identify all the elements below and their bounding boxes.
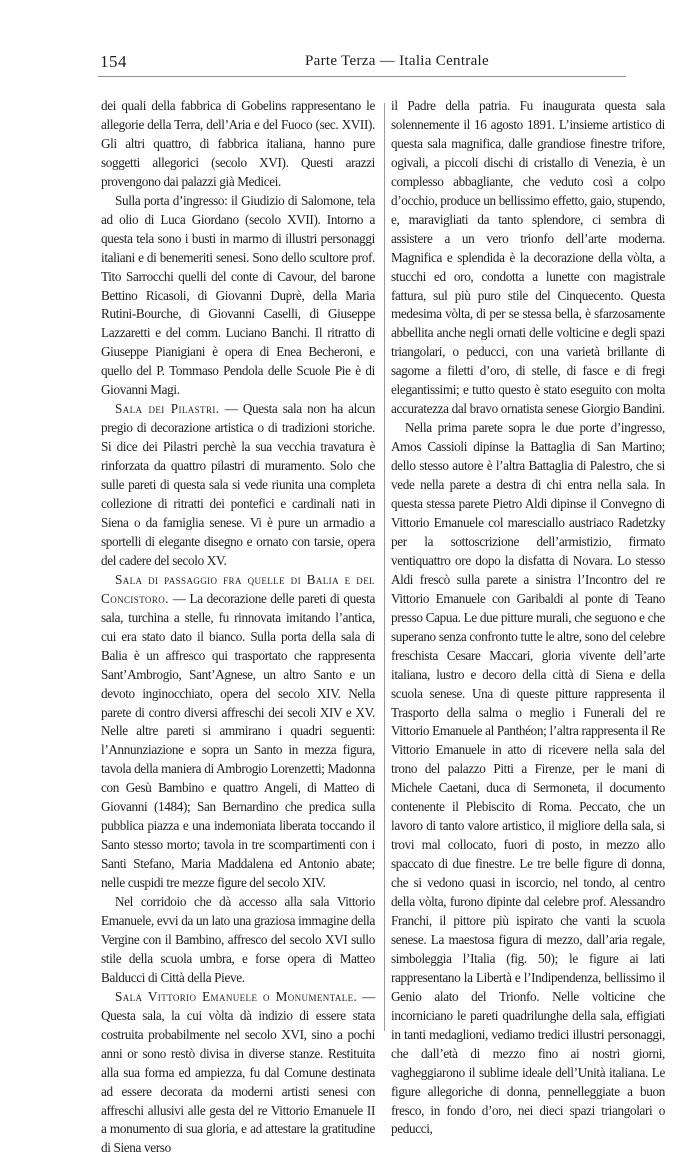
paragraph bbox=[101, 400, 375, 571]
paragraph-body: il Padre della patria. Fu inaugurata questa sala solennemente il 16 agosto 1891. L’insieme artistico di questa sala magnifica, dalle grandiose finestre trifore, ogivali, a piccoli dischi di cristallo di Venezia, è un complesso abbagliante, che veduto così a colpo d’occhio, produce un bellissimo effetto, gaio, stupendo, e, maravigliati da tanto splendore, ci sembra di assistere a un vero trionfo dell’arte moderna. Magnifica e splendida è la decorazione della vòlta, a stucchi ed oro, condotta a lunette con magistrale fattura, sul più puro stile del Cinquecento. Questa medesima vòlta, di per se stessa bella, è sfarzosamente abbellita anche negli ornati delle volticine e degli spazi triangolari, o peducci, con una varietà brillante di sagome a filetti d’oro, di stelle, di fasce e di fregi elegantissimi; e tutto questo è stato eseguito con molta accuratezza dal bravo ornatista senese Giorgio Bandini. bbox=[391, 98, 665, 417]
section-heading: Sala Vittorio Emanuele o Monumentale. bbox=[115, 988, 358, 1004]
section-heading: Sala di passaggio fra quelle di Balia e del Concistoro. bbox=[101, 571, 375, 606]
paragraph bbox=[101, 97, 375, 192]
right-text-column bbox=[391, 97, 665, 1137]
paragraph-body: Sulla porta d’ingresso: il Giudizio di Salomone, tela ad olio di Luca Giordano (secolo XVII). Intorno a questa tela sono i busti in marmo di illustri personaggi italiani e di benemeriti senesi. Sono dello scultore prof. Tito Sarrocchi quelli del conte di Cavour, del barone Bettino Ricasoli, di Giovanni Duprè, della Maria Rutini-Bourche, di Giovanni Caselli, di Giuseppe Lazzaretti e del comm. Luciano Banchi. Il ritratto di Giuseppe Pianigiani è opera di Enea Becheroni, e quello del P. Tommaso Pendola delle Scuole Pie è di Giovanni Magi. bbox=[101, 192, 375, 398]
paragraph-body: — Questa sala non ha alcun pregio di decorazione artistica o di tradizioni storiche. Si dice dei Pilastri perchè la sua vecchia travatura è rinforzata da quattro pilastri di muramento. Solo che sulle pareti di questa sala si vede riunita una completa collezione di ritratti dei pontefici e cardinali nati in Siena o da famiglia senese. Vi è pure un armadio a sportelli di elegante disegno e ornato con tarsie, opera del cadere del secolo XV. bbox=[101, 401, 375, 568]
page-header bbox=[98, 48, 626, 77]
paragraph bbox=[101, 988, 375, 1158]
paragraph-body: — Questa sala, la cui vòlta dà indizio di essere stata costruita probabilmente nel secolo XVI, sino a pochi anni or sono restò divisa in diverse stanze. Restituita alla sua forma ed ampiezza, fu dal Comune destinata ad essere decorata da moderni artisti senesi con affreschi allusivi alle gesta del re Vittorio Emanuele II a monumento di sua gloria, e ad attestare la gratitudine di Siena verso bbox=[101, 988, 375, 1156]
paragraph-body: Nella prima parete sopra le due porte d’ingresso, Amos Cassioli dipinse la Battaglia di San Martino; dello stesso autore è l’altra Battaglia di Palestro, che si vede nella parete a destra di chi entra nella sala. In questa stessa parete Pietro Aldi dipinse il Convegno di Vittorio Emanuele col maresciallo austriaco Radetzky per la sottoscrizione dell’armistizio, firmato ventiquattro ore dopo la disfatta di Novara. Lo stesso Aldi frescò sulla parete a sinistra l’Incontro del re Vittorio Emanuele con Garibaldi al ponte di Teano presso Capua. Le due pitture murali, che seguono e che superano senza confronto tutte le altre, sono del celebre freschista Cesare Maccari, gloria vivente dell’arte italiana, lustro e decoro della città di Siena e della scuola senese. Una di queste pitture rappresenta il Trasporto della salma o meglio i Funerali del re Vittorio Emanuele al Panthéon; l’altra rappresenta il Re Vittorio Emanuele in atto di ricevere nella sala del trono del palazzo Pitti a Firenze, per le mani di Michele Caetani, duca di Sermoneta, il documento contenente il Plebiscito di Roma. Peccato, che un lavoro di tanto valore artistico, il migliore della sala, si trovi mal collocato, fuori di posto, in mezzo allo spaccato di due finestre. Le tre belle figure di donna, che si vedono quasi in iscorcio, nel tondo, al centro della vòlta, furono dipinte dal celebre prof. Alessandro Franchi, il pittore più ispirato che vanti la scuola senese. La maestosa figura di mezzo, dall’aria regale, simboleggia l’Italia (fig. 50); le figure ai lati rappresentano la Libertà e l’Indipendenza, bellissimo il Genio alato del Trionfo. Nelle volticine che incorniciano le pareti quadrilunghe della sala, effigiati in tanti medaglioni, vediamo tredici illustri personaggi, che dall’età di mezzo fino ai nostri giorni, vagheggiarono il sublime ideale dell’Unità italiana. Le figure allegoriche di donna, pennelleggiate a buon fresco, in fondo d’oro, nei dieci spazi triangolari o peducci, bbox=[391, 420, 665, 1137]
paragraph bbox=[391, 97, 665, 419]
paragraph bbox=[391, 419, 665, 1139]
paragraph-body: — La decorazione delle pareti di questa sala, turchina a stelle, fu rinnovata imitando l’antica, cui era stato dato il bianco. Sulla porta della sala di Balia è un affresco qui trasportato che rappresenta Sant’Ambrogio, Sant’Agnese, un altro Santo e un devoto inginocchiato, opera del secolo XIV. Nella parete di contro diversi affreschi dei secoli XIV e XV. Nelle altre pareti si ammirano i quadri seguenti: l’Annunziazione e sopra un Santo in mezza figura, tavola della maniera di Ambrogio Lorenzetti; Madonna con Gesù Bambino e quattro Angeli, di Matteo di Giovanni (1484); San Bernardino che predica sulla pubblica piazza e una indemoniata liberata toccando il Santo stesso morto; tavola in tre scompartimenti con i Santi Stefano, Maria Maddalena ed Antonio abate; nelle cuspidi tre mezze figure del secolo XIV. bbox=[101, 590, 375, 891]
left-text-column bbox=[101, 97, 375, 1156]
paragraph bbox=[101, 571, 375, 893]
paragraph bbox=[101, 893, 375, 988]
section-heading: Sala dei Pilastri. bbox=[115, 401, 220, 417]
paragraph bbox=[101, 192, 375, 400]
running-title: Parte Terza — Italia Centrale bbox=[305, 53, 489, 69]
paragraph-body: Nel corridoio che dà accesso alla sala Vittorio Emanuele, evvi da un lato una graziosa immagine della Vergine con il Bambino, affresco del secolo XVI sullo stile della scuola umbra, e forse opera di Matteo Balducci di Città della Pieve. bbox=[101, 894, 375, 985]
page-number: 154 bbox=[100, 52, 127, 71]
column-divider bbox=[384, 103, 385, 1031]
paragraph-body: dei quali della fabbrica di Gobelins rappresentano le allegorie della Terra, dell’Aria e del Fuoco (sec. XVII). Gli altri quattro, di fabbrica italiana, hanno pure soggetti allegorici (secolo XVI). Questi arazzi provengono dai palazzi già Medicei. bbox=[101, 98, 375, 189]
